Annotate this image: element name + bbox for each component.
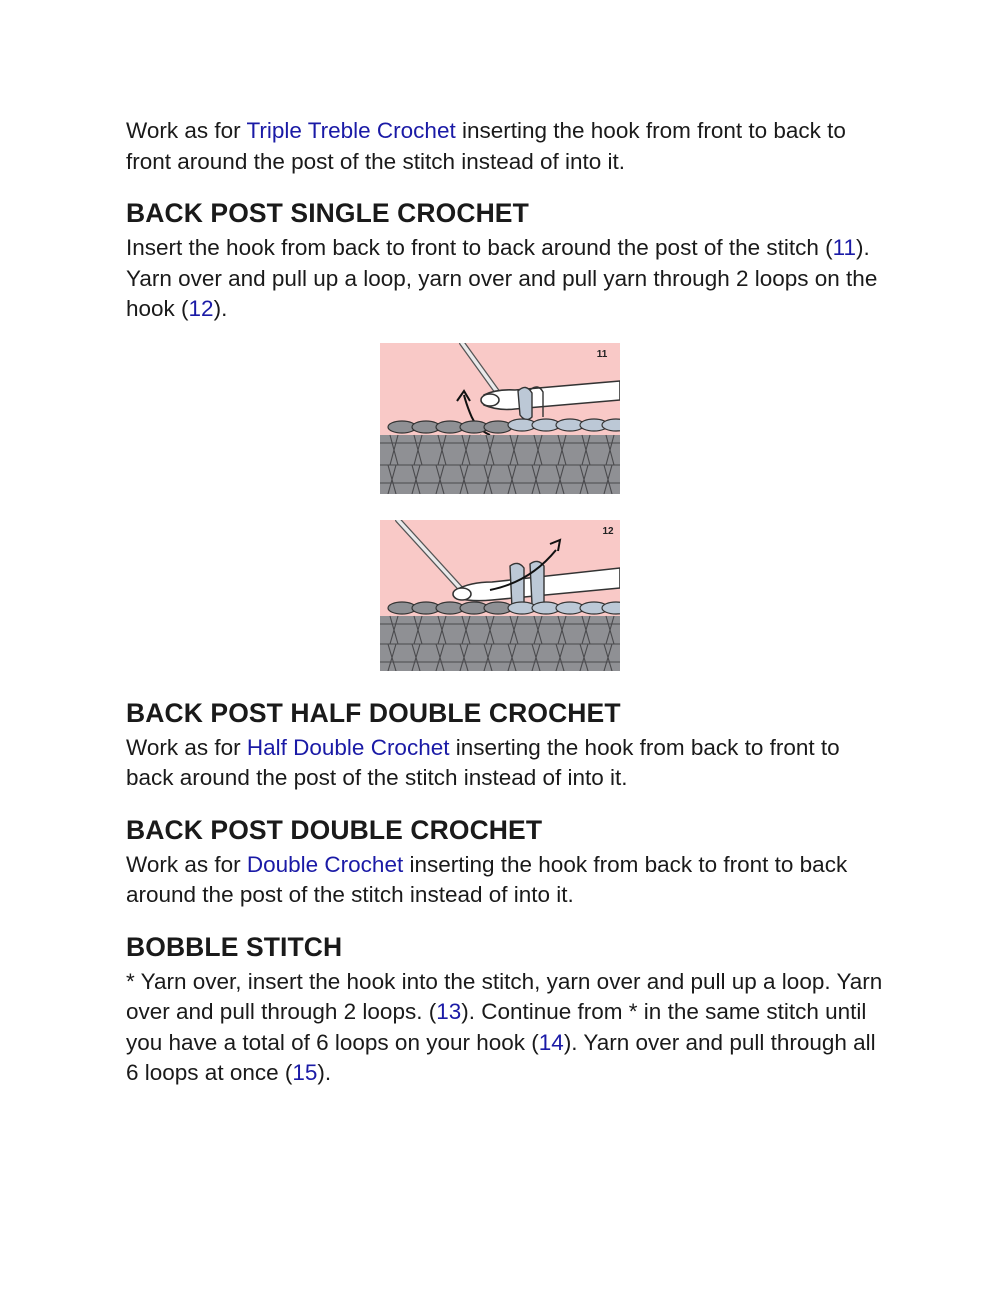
intro-paragraph <box>126 116 886 177</box>
bobble-text-4: ). <box>317 1060 332 1085</box>
bphdc-paragraph <box>126 733 886 794</box>
figure-11-illustration <box>380 343 620 494</box>
heading-bobble-stitch: BOBBLE STITCH <box>126 931 343 962</box>
bobble-paragraph <box>126 967 886 1089</box>
ref-link-11[interactable]: 11 <box>832 235 856 260</box>
bpdc-paragraph <box>126 850 886 911</box>
ref-link-15[interactable]: 15 <box>292 1060 318 1085</box>
page-content <box>126 116 886 1089</box>
bpsc-paragraph <box>126 233 886 325</box>
heading-back-post-double-crochet: BACK POST DOUBLE CROCHET <box>126 814 543 845</box>
bobble-text-3: ). Yarn over and pull through all 6 loops at once ( <box>126 1029 876 1085</box>
bobble-text-2: ). Continue from * in the same stitch until you have a total of 6 loops on your hook ( <box>126 999 867 1055</box>
bphdc-text: Work as for <box>126 734 247 760</box>
bpsc-text-3: ). <box>213 296 228 321</box>
heading-back-post-single-crochet: BACK POST SINGLE CROCHET <box>126 198 529 228</box>
bpdc-text-end: inserting the hook from back to front to back around the post of the stitch instead of into it. <box>126 851 848 907</box>
bpsc-text-1: Insert the hook from back to front to back around the post of the stitch ( <box>126 235 833 260</box>
bpdc-text: Work as for <box>126 851 247 877</box>
ref-link-13[interactable]: 13 <box>436 999 462 1024</box>
bobble-text-1: * Yarn over, insert the hook into the stitch, yarn over and pull up a loop. Yarn over and pull through 2 loops. ( <box>126 968 883 1024</box>
bphdc-text-end: inserting the hook from back to front to back around the post of the stitch instead of into it. <box>126 734 840 790</box>
figure-11-label: 11 <box>596 348 608 360</box>
intro-text-end: inserting the hook from front to back to front around the post of the stitch instead of into it. <box>126 118 846 174</box>
link-triple-treble-crochet[interactable]: Triple Treble Crochet <box>246 118 456 143</box>
heading-back-post-half-double-crochet: BACK POST HALF DOUBLE CROCHET <box>126 697 621 728</box>
figure-12-label: 12 <box>602 525 614 537</box>
intro-text: Work as for <box>126 118 247 143</box>
ref-link-14[interactable]: 14 <box>538 1029 564 1055</box>
figure-group <box>380 343 620 671</box>
link-half-double-crochet[interactable]: Half Double Crochet <box>246 734 450 760</box>
figure-12-illustration <box>380 520 620 671</box>
link-double-crochet[interactable]: Double Crochet <box>246 851 404 877</box>
bpsc-text-2: ). Yarn over and pull up a loop, yarn over and pull yarn through 2 loops on the hook ( <box>126 235 878 321</box>
ref-link-12[interactable]: 12 <box>188 296 214 321</box>
